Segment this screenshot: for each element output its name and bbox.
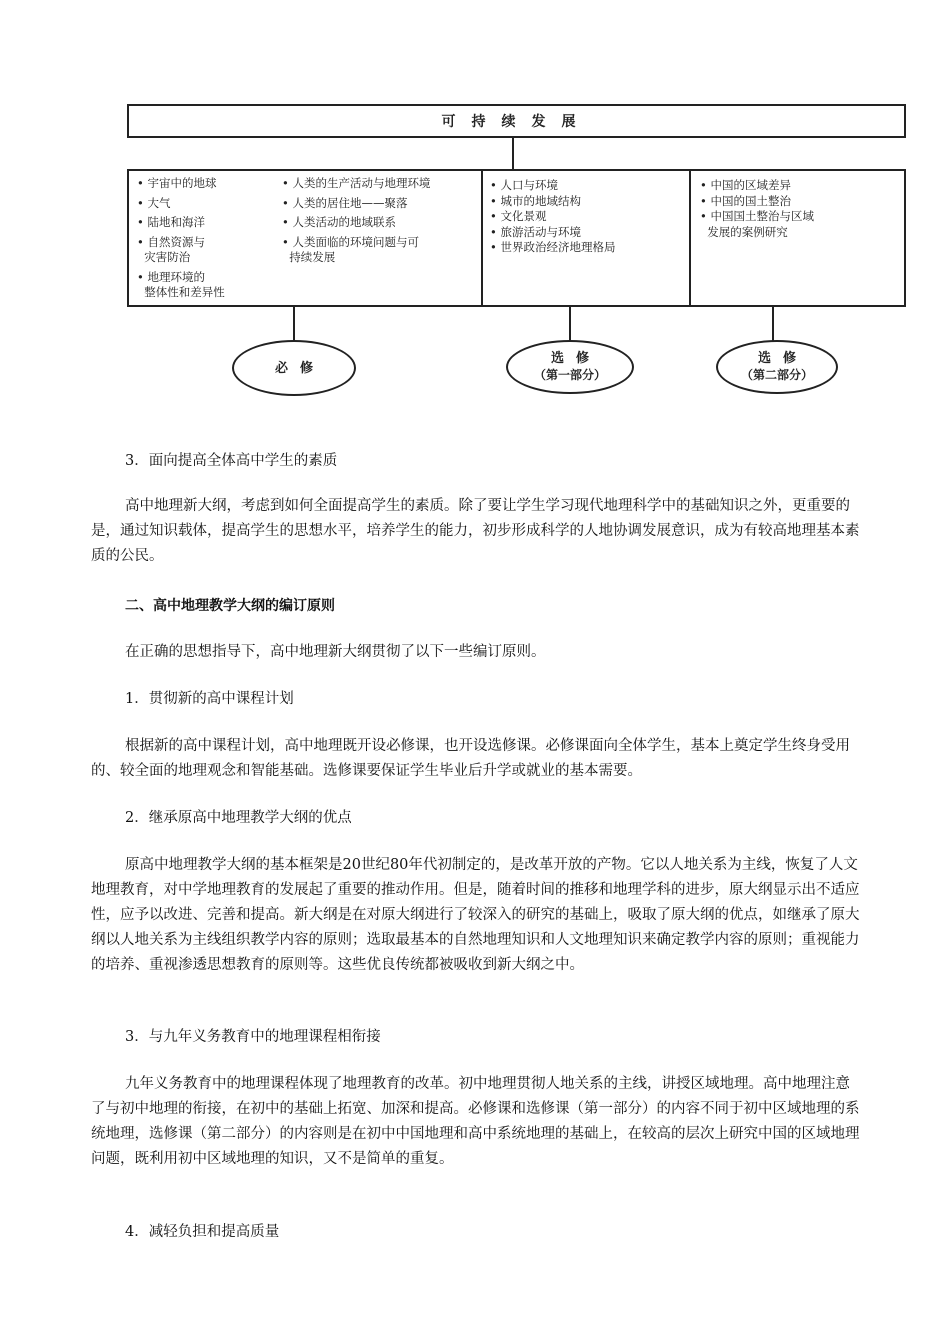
top-label: 可持续发展 [441, 114, 592, 130]
list-item: • 城市的地域结构 [490, 193, 581, 208]
subheading-3b: 3．与九年义务教育中的地理课程相衔接 [125, 1029, 381, 1045]
list-item: • 自然资源与 [137, 234, 205, 249]
divider-1 [481, 169, 483, 307]
subheading-2: 2．继承原高中地理教学大纲的优点 [125, 810, 352, 826]
list-item: 灾害防治 [137, 250, 191, 264]
list-item: • 地理环境的 [137, 269, 205, 284]
sustainable-development-box [127, 104, 906, 138]
list-item: • 人类活动的地域联系 [282, 215, 396, 229]
curriculum-diagram [0, 0, 950, 420]
list-item: • 宇宙中的地球 [137, 176, 217, 190]
column-compulsory-natural [137, 176, 225, 301]
ellipse-title: 选修 [757, 351, 808, 366]
connector-elective-2 [772, 307, 774, 342]
list-item: • 中国国土整治与区域 [700, 209, 814, 223]
paragraph-course-plan: 根据新的高中课程计划，高中地理既开设必修课，也开设选修课。必修课面向全体学生，基本上奠定学生终身受用的、较全面的地理观念和智能基础。选修课要保证学生毕业后升学或就业的基本需要。 [91, 738, 850, 779]
list-item: • 世界政治经济地理格局 [490, 240, 616, 254]
list-item: • 人类的生产活动与地理环境 [282, 176, 431, 190]
ellipse-elective-part1 [506, 340, 634, 394]
paragraph-principles-intro: 在正确的思想指导下，高中地理新大纲贯彻了以下一些编订原则。 [125, 644, 546, 660]
list-item: • 陆地和海洋 [137, 215, 205, 229]
paragraph-nine-year: 九年义务教育中的地理课程体现了地理教育的改革。初中地理贯彻人地关系的主线，讲授区域地理。高中地理注意了与初中地理的衔接，在初中的基础上拓宽、加深和提高。必修课和选修课（第一部分）的内容不同于初中区域地理的系统地理，选修课（第二部分）的内容则是在初中中国地理和高中系统地理的基础上，在较高的层次上研究中国的区域地理问题，既利用初中区域地理的知识，又不是简单的重复。 [91, 1076, 860, 1167]
column-elective-1 [490, 178, 615, 256]
list-item: 持续发展 [282, 250, 336, 264]
divider-2 [689, 169, 691, 307]
ellipse-title: 选修 [550, 351, 601, 366]
connector-elective-1 [569, 307, 571, 342]
list-item: • 人类的居住地——聚落 [282, 195, 408, 210]
ellipse-subtitle: （第二部分） [740, 368, 813, 382]
subheading-4: 4．减轻负担和提高质量 [125, 1224, 280, 1240]
ellipse-elective-part2 [716, 340, 838, 394]
section-heading-2: 二、高中地理教学大纲的编订原则 [125, 598, 335, 614]
paragraph-quality: 高中地理新大纲，考虑到如何全面提高学生的素质。除了要让学生学习现代地理科学中的基础知识之外，更重要的是，通过知识载体，提高学生的思想水平，培养学生的能力，初步形成科学的人地协调发展意识，成为有较高地理基本素质的公民。 [91, 498, 860, 564]
list-item: 整体性和差异性 [137, 285, 225, 299]
ellipse-subtitle: （第一部分） [533, 368, 606, 382]
column-compulsory-human [282, 176, 430, 266]
paragraph-inherit-advantages: 原高中地理教学大纲的基本框架是20世纪80年代初制定的，是改革开放的产物。它以人地关系为主线，恢复了人文地理教育，对中学地理教育的发展起了重要的推动作用。但是，随着时间的推移和地理学科的进步，原大纲显示出不适应性，应予以改进、完善和提高。新大纲是在对原大纲进行了较深入的研究的基础上，吸取了原大纲的优点，如继承了原大纲以人地关系为主线组织教学内容的原则；选取最基本的自然地理知识和人文地理知识来确定教学内容的原则；重视能力的培养、重视渗透思想教育的原则等。这些优良传统都被吸收到新大纲之中。 [91, 857, 860, 973]
column-elective-2 [700, 178, 814, 240]
list-item: • 中国的国土整治 [700, 193, 791, 208]
list-item: • 旅游活动与环境 [490, 224, 581, 239]
subheading-1: 1．贯彻新的高中课程计划 [125, 691, 294, 707]
connector-compulsory [293, 307, 295, 342]
ellipse-compulsory [232, 340, 356, 396]
list-item: • 文化景观 [490, 209, 547, 223]
subheading-3: 3．面向提高全体高中学生的素质 [125, 453, 338, 469]
connector-top [512, 138, 514, 169]
list-item: • 人口与环境 [490, 178, 558, 192]
ellipse-label: 必修 [274, 360, 325, 376]
list-item: • 大气 [137, 195, 171, 210]
list-item: • 人类面临的环境问题与可 [282, 234, 419, 249]
list-item: 发展的案例研究 [700, 224, 788, 239]
list-item: • 中国的区域差异 [700, 178, 791, 192]
